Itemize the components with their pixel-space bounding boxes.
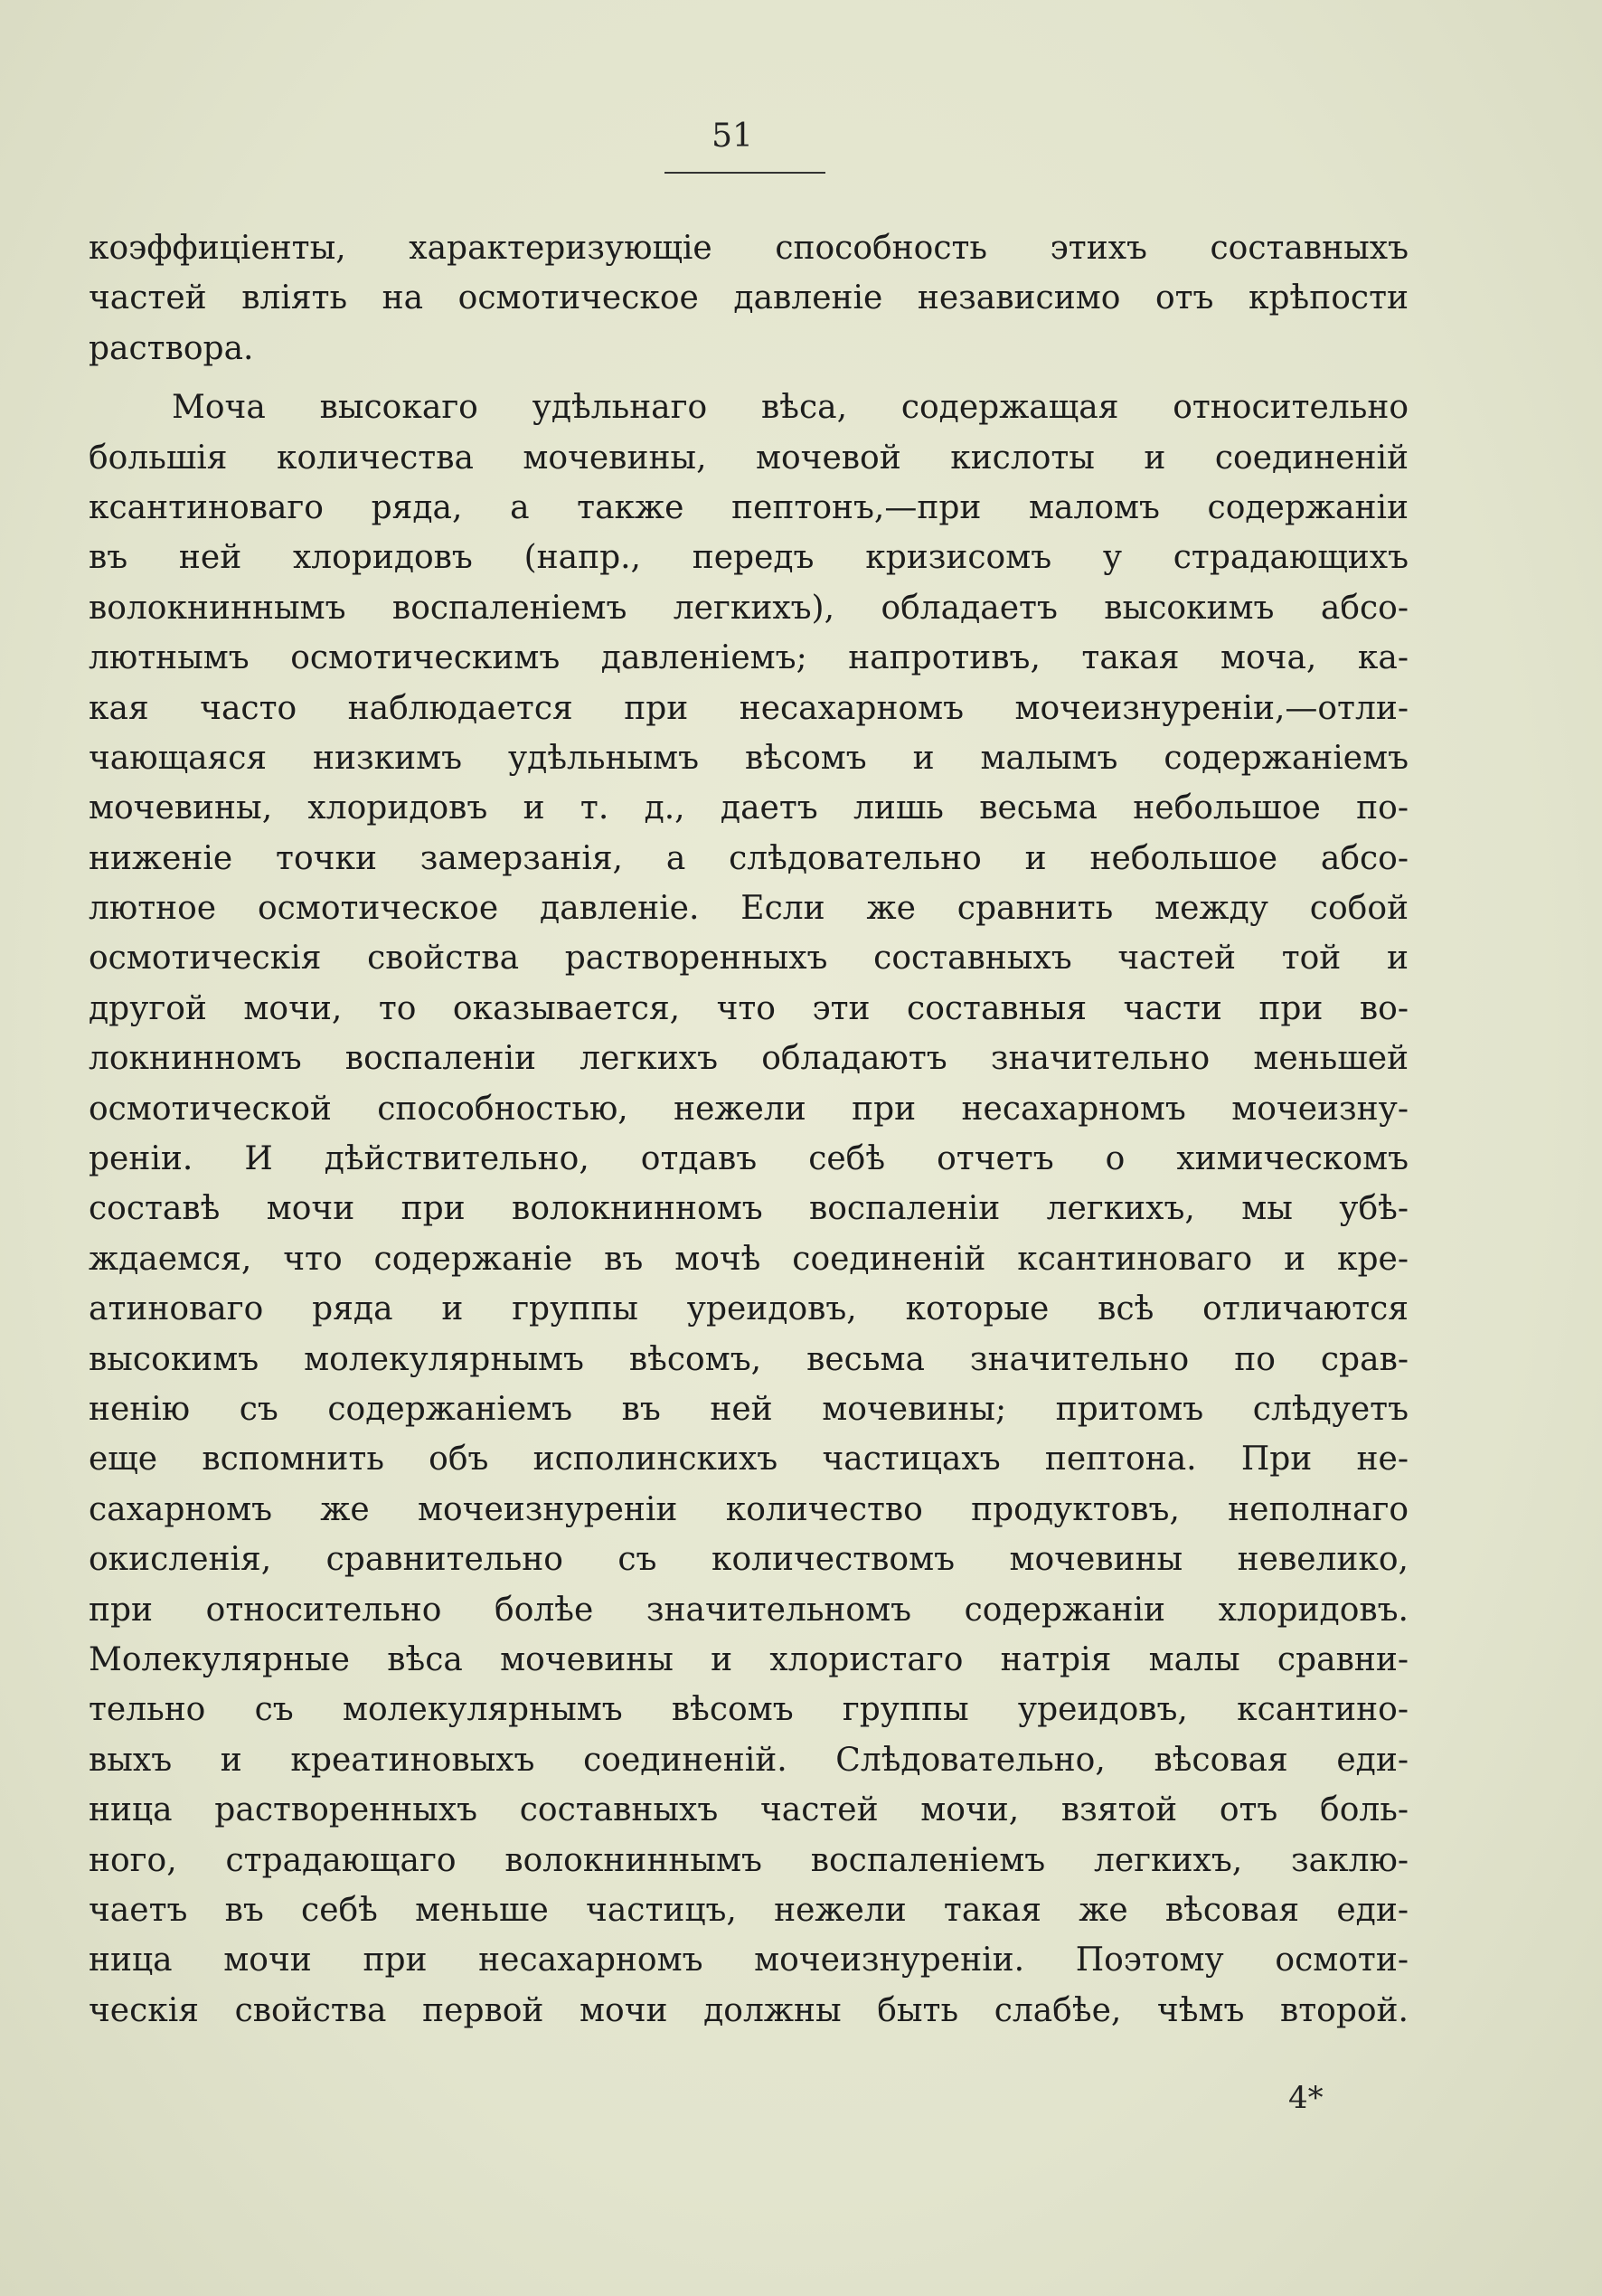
text-line: ненію съ содержаніемъ въ ней мочевины; притомъ слѣдуетъ	[89, 1390, 1409, 1428]
text-line: осмотической способностью, нежели при несахарномъ мочеизну-	[89, 1090, 1409, 1128]
text-line: атиноваго ряда и группы уреидовъ, которые всѣ отличаются	[89, 1290, 1409, 1328]
text-line: при относительно болѣе значительномъ содержаніи хлоридовъ.	[89, 1591, 1409, 1629]
text-line: въ ней хлоридовъ (напр., передъ кризисомъ у страдающихъ	[89, 539, 1409, 577]
page-number: 51	[711, 118, 753, 155]
text-line: коэффиціенты, характеризующіе способность этихъ составныхъ	[89, 230, 1409, 267]
text-line: высокимъ молекулярнымъ вѣсомъ, весьма значительно по срав-	[89, 1340, 1409, 1378]
text-line: ниженіе точки замерзанія, а слѣдовательно и небольшое абсо-	[89, 839, 1409, 877]
text-line: чающаяся низкимъ удѣльнымъ вѣсомъ и малымъ содержаніемъ	[89, 739, 1409, 777]
text-line: окисленія, сравнительно съ количествомъ мочевины невелико,	[89, 1541, 1409, 1579]
text-line: ксантиноваго ряда, а также пептонъ,—при маломъ содержаніи	[89, 488, 1409, 526]
text-line: частей вліять на осмотическое давленіе независимо отъ крѣпости	[89, 279, 1409, 317]
text-line: волокниннымъ воспаленіемъ легкихъ), обладаетъ высокимъ абсо-	[89, 589, 1409, 627]
paragraph-gap	[89, 373, 1409, 383]
text-line: реніи. И дѣйствительно, отдавъ себѣ отчетъ о химическомъ	[89, 1140, 1409, 1178]
text-line: еще вспомнить объ исполинскихъ частицахъ пептона. При не-	[89, 1441, 1409, 1479]
text-line: ница мочи при несахарномъ мочеизнуреніи. Поэтому осмоти-	[89, 1942, 1409, 1979]
text-line: ного, страдающаго волокниннымъ воспаленіемъ легкихъ, заклю-	[89, 1841, 1409, 1879]
text-line: составѣ мочи при волокнинномъ воспаленіи легкихъ, мы убѣ-	[89, 1190, 1409, 1228]
text-line: выхъ и креатиновыхъ соединеній. Слѣдовательно, вѣсовая еди-	[89, 1741, 1409, 1779]
text-line: кая часто наблюдается при несахарномъ мочеизнуреніи,—отли-	[89, 689, 1409, 727]
body-text	[89, 223, 1409, 2036]
header-rule	[664, 172, 825, 174]
text-line: другой мочи, то оказывается, что эти составныя части при во-	[89, 989, 1409, 1027]
text-line: осмотическія свойства растворенныхъ составныхъ частей той и	[89, 940, 1409, 978]
text-line: тельно съ молекулярнымъ вѣсомъ группы уреидовъ, ксантино-	[89, 1691, 1409, 1729]
text-line: локнинномъ воспаленіи легкихъ обладаютъ значительно меньшей	[89, 1040, 1409, 1078]
text-line: Моча высокаго удѣльнаго вѣса, содержащая относительно	[172, 389, 1409, 427]
text-line: ческія свойства первой мочи должны быть слабѣе, чѣмъ второй.	[89, 1991, 1409, 2029]
text-line: раствора.	[89, 329, 254, 367]
text-line: ница растворенныхъ составныхъ частей мочи, взятой отъ боль-	[89, 1791, 1409, 1829]
text-line: лютное осмотическое давленіе. Если же сравнить между собой	[89, 890, 1409, 928]
text-line: сахарномъ же мочеизнуреніи количество продуктовъ, неполнаго	[89, 1490, 1409, 1528]
text-line: мочевины, хлоридовъ и т. д., даетъ лишь весьма небольшое по-	[89, 789, 1409, 827]
text-line: ждаемся, что содержаніе въ мочѣ соединеній ксантиноваго и кре-	[89, 1240, 1409, 1278]
text-line: большія количества мочевины, мочевой кислоты и соединеній	[89, 439, 1409, 477]
text-line: лютнымъ осмотическимъ давленіемъ; напротивъ, такая моча, ка-	[89, 639, 1409, 677]
paragraph-1	[89, 223, 1409, 373]
text-line: чаетъ въ себѣ меньше частицъ, нежели такая же вѣсовая еди-	[89, 1891, 1409, 1929]
signature-mark: 4*	[1288, 2080, 1324, 2116]
text-line: Молекулярные вѣса мочевины и хлористаго натрія малы сравни-	[89, 1640, 1409, 1678]
paragraph-2	[89, 383, 1409, 2036]
